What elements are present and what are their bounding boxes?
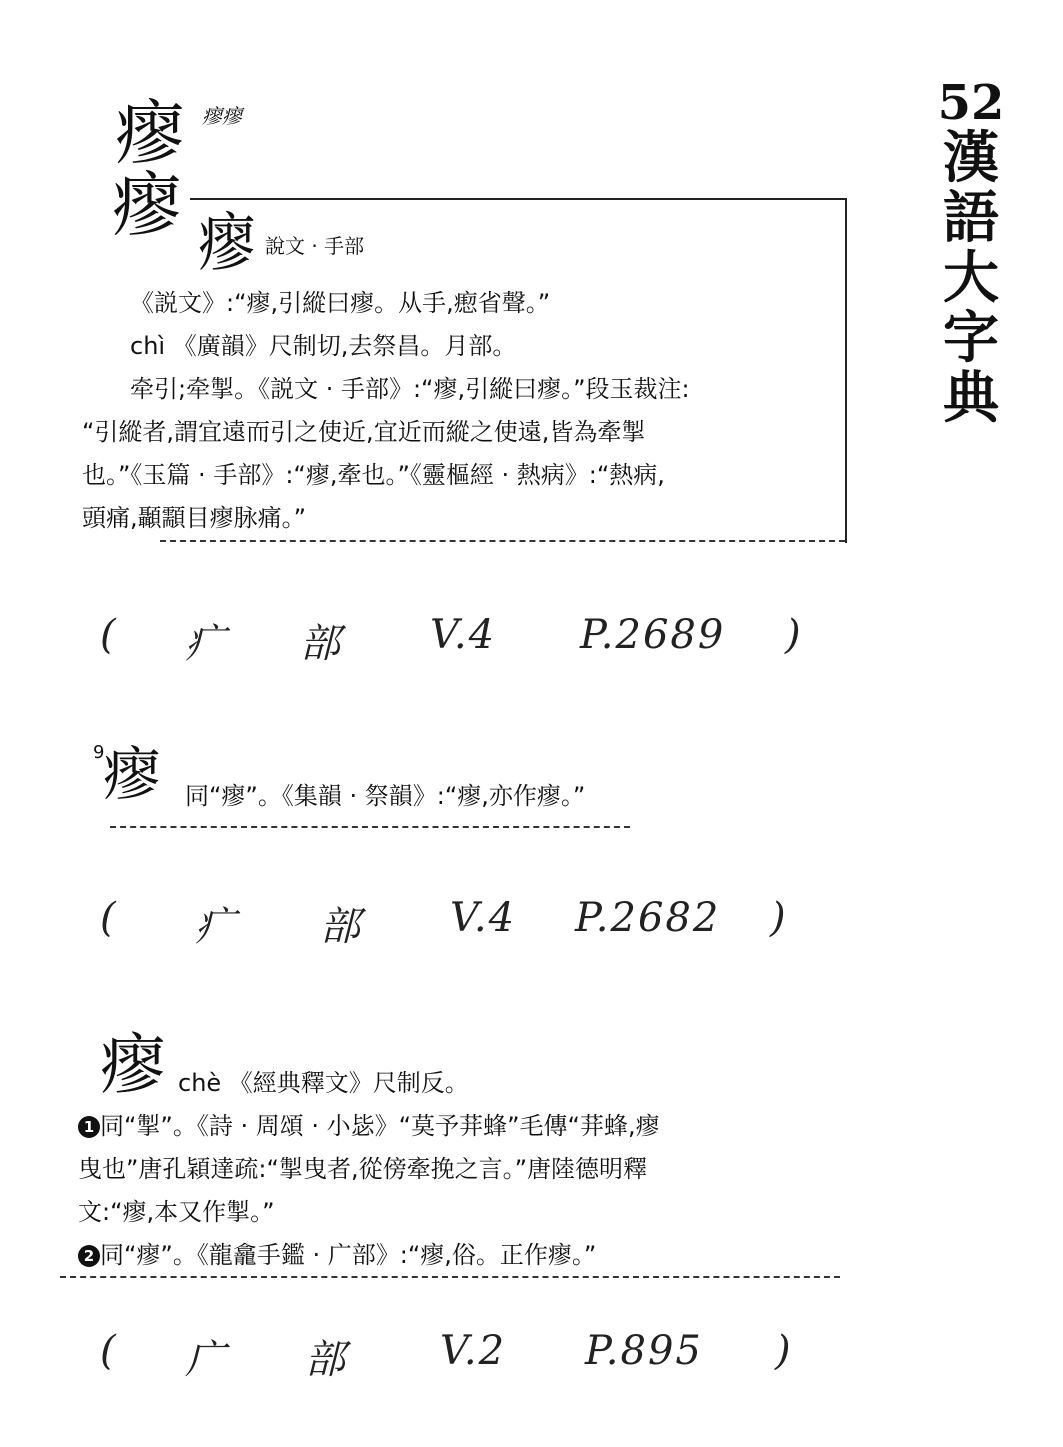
sidebar-char-1: 漢 bbox=[943, 125, 999, 192]
note2-volume: V.4 bbox=[450, 895, 517, 941]
entry1-head-top: 瘳 bbox=[115, 92, 185, 174]
entry1-line-2: chì 《廣韻》尺制切,去祭昌。月部。 bbox=[130, 332, 517, 360]
note3-bu: 部 bbox=[305, 1337, 347, 1383]
entry3-dashes bbox=[60, 1276, 840, 1278]
note3-volume: V.2 bbox=[440, 1328, 507, 1374]
sidebar-char-2: 語 bbox=[943, 185, 999, 252]
note2-open-paren: ( bbox=[100, 895, 118, 941]
sense-number-badge: 2 bbox=[78, 1245, 100, 1267]
sidebar-char-3: 大 bbox=[943, 245, 999, 312]
entry1-line-6: 頭痛,顳顬目瘳脉痛。” bbox=[82, 504, 307, 532]
frame-top-line bbox=[190, 198, 845, 200]
note3-open-paren: ( bbox=[100, 1328, 118, 1374]
entry3-body bbox=[78, 1105, 848, 1277]
seal-script-glyph: 瘳 bbox=[198, 205, 257, 280]
frame-bottom-dashes bbox=[160, 540, 845, 542]
frame-right-line bbox=[845, 198, 847, 543]
entry3-reading: chè 《經典釋文》尺制反。 bbox=[178, 1069, 469, 1097]
note2-radical: 疒 bbox=[195, 904, 237, 950]
entry1-line-3: 牵引;牵掣。《説文 · 手部》:“瘳,引縱曰瘳。”段玉裁注: bbox=[130, 375, 690, 403]
entry3-sense1-line-3: 文:“瘳,本又作掣。” bbox=[78, 1198, 275, 1226]
entry1-line-1: 《説文》:“瘳,引縱曰瘳。从手,瘛省聲。” bbox=[130, 289, 551, 317]
entry3-sense1-line-1 bbox=[78, 1105, 848, 1148]
note2-bu: 部 bbox=[320, 904, 362, 950]
note3-close-paren: ) bbox=[775, 1328, 793, 1374]
note1-close-paren: ) bbox=[785, 612, 803, 658]
entry3-sense1-text-1: 同“掣”。《詩 · 周頌 · 小毖》“莫予荓蜂”毛傳“荓蜂,瘳 bbox=[100, 1112, 660, 1140]
entry1-line-4: “引縱者,謂宜遠而引之使近,宜近而縱之使遠,皆為牽掣 bbox=[82, 418, 646, 446]
note1-volume: V.4 bbox=[430, 612, 497, 658]
entry1-body bbox=[82, 282, 842, 540]
entry1-line-5: 也。”《玉篇 · 手部》:“瘳,牽也。”《靈樞經 · 熱病》:“熱病, bbox=[82, 461, 665, 489]
note2-page: P.2682 bbox=[575, 895, 721, 941]
seal-source: 說文 · 手部 bbox=[265, 234, 365, 258]
handwritten-note-1 bbox=[0, 612, 1063, 672]
entry3-sense2-text: 同“瘳”。《龍龕手鑑 · 广部》:“瘳,俗。正作瘳。” bbox=[100, 1241, 597, 1269]
entry1-head-bottom: 瘳 bbox=[112, 164, 182, 246]
note3-page: P.895 bbox=[585, 1328, 703, 1374]
entry2-text: 同“瘳”。《集韻 · 祭韻》:“瘳,亦作瘳。” bbox=[185, 782, 586, 810]
entry2-stroke-count: 9 bbox=[93, 742, 105, 763]
entry3-sense1-line-2: 曳也”唐孔穎達疏:“掣曳者,從傍牽挽之言。”唐陸德明釋 bbox=[78, 1155, 648, 1183]
note3-radical: 广 bbox=[185, 1337, 227, 1383]
sidebar-char-4: 字 bbox=[943, 305, 999, 372]
entry2-dashes bbox=[110, 826, 630, 828]
entry3-head: 瘳 bbox=[100, 1026, 166, 1103]
page-number: 52 bbox=[937, 75, 1005, 131]
handwritten-note-3 bbox=[0, 1328, 1063, 1388]
dictionary-sidebar-title bbox=[935, 75, 1007, 431]
handwritten-note-2 bbox=[0, 895, 1063, 955]
sense-number-badge: 1 bbox=[78, 1116, 100, 1138]
note1-open-paren: ( bbox=[100, 612, 118, 658]
entry1-variants: 瘳瘳 bbox=[202, 104, 242, 128]
note1-page: P.2689 bbox=[580, 612, 726, 658]
note1-bu: 部 bbox=[300, 621, 342, 667]
entry2-head: 瘳 bbox=[103, 740, 162, 808]
note2-close-paren: ) bbox=[770, 895, 788, 941]
entry3-sense2-line bbox=[78, 1234, 848, 1277]
note1-radical: 疒 bbox=[185, 621, 227, 667]
sidebar-char-5: 典 bbox=[943, 364, 999, 431]
